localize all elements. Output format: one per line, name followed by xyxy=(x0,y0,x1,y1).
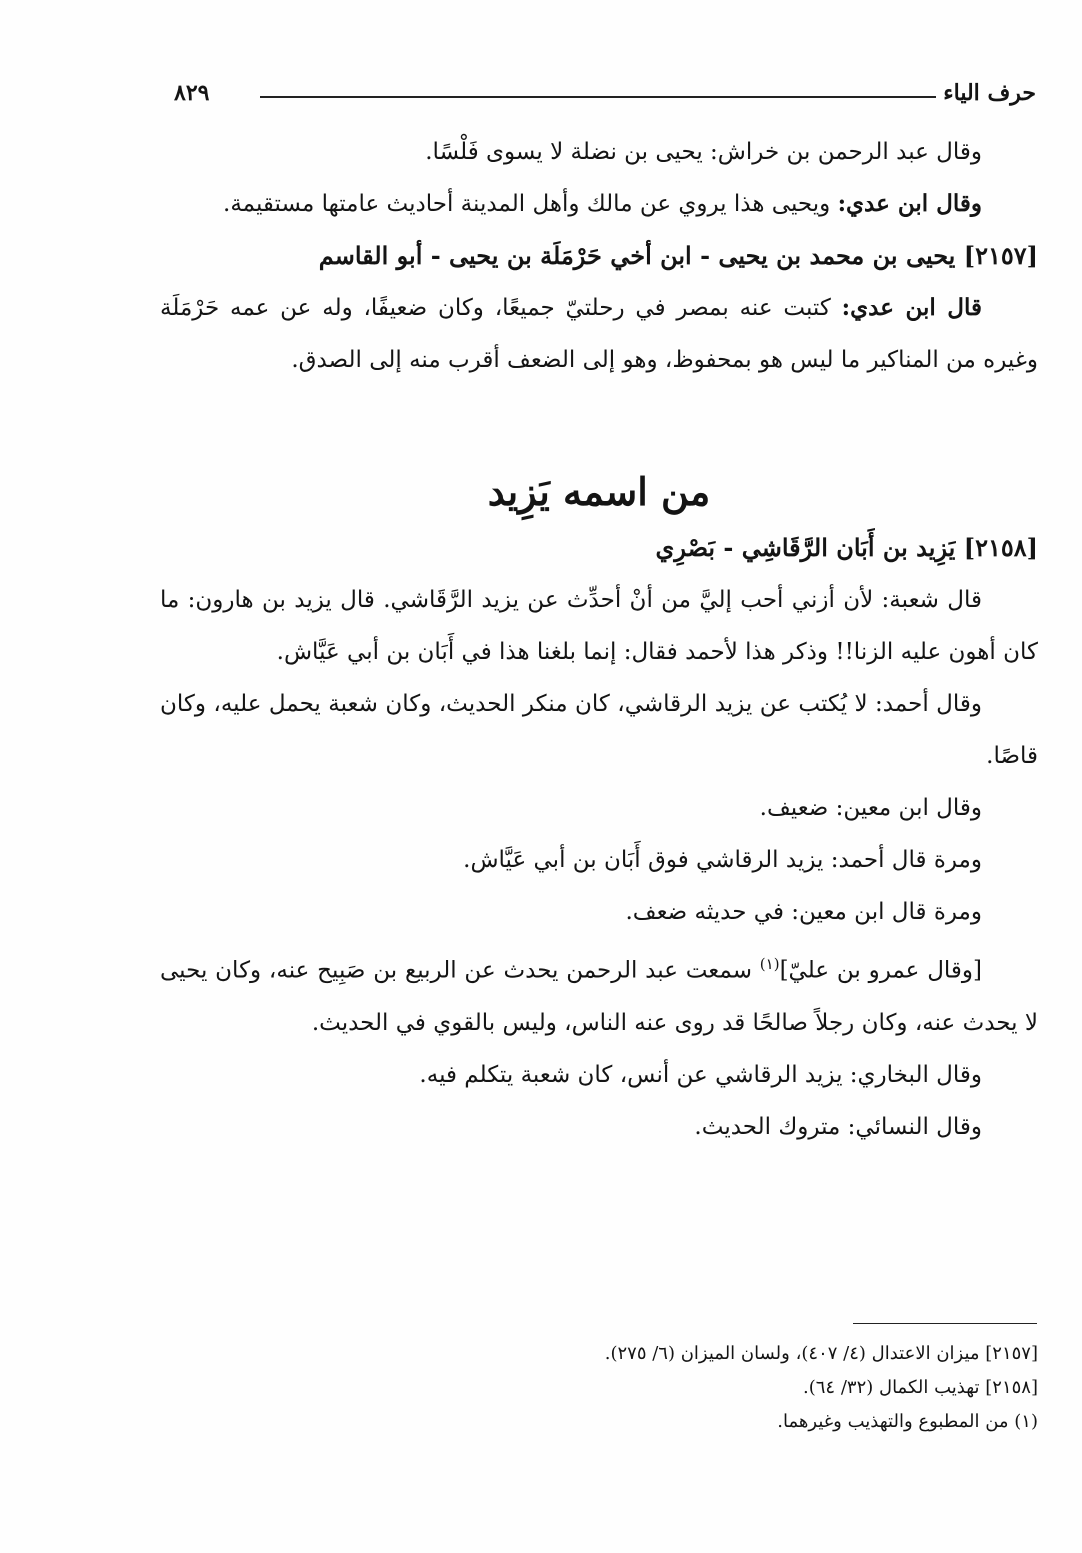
section-title: من اسمه يَزِيد xyxy=(487,469,711,514)
page-number: ٨٢٩ xyxy=(174,80,210,106)
chapter-title: حرف الياء xyxy=(943,80,1036,106)
paragraph-text: كتبت عنه بمصر في رحلتيّ جميعًا، وكان ضعيفًا، وله عن عمه حَرْمَلَة وغيره من المناكير ما ليس هو بمحفوظ، وهو إلى الضعف أقرب منه إلى الصدق. xyxy=(160,295,1038,373)
paragraph: وقال النسائي: متروك الحديث. xyxy=(694,1113,982,1140)
paragraph: وقال عبد الرحمن بن خراش: يحيى بن نضلة لا يسوى فَلْسًا. xyxy=(425,139,982,165)
paragraph-text: ويحيى هذا يروي عن مالك وأهل المدينة أحاديث عامتها مستقيمة. xyxy=(223,191,838,217)
footnote: (١) من المطبوع والتهذيب وغيرهما. xyxy=(777,1411,1038,1432)
paragraph xyxy=(160,938,1038,1049)
paragraph: ومرة قال أحمد: يزيد الرقاشي فوق أَبَان بن أبي عَيَّاش. xyxy=(463,847,982,873)
footnote: [٢١٥٧] ميزان الاعتدال (٤/ ٤٠٧)، ولسان الميزان (٦/ ٢٧٥). xyxy=(604,1343,1038,1364)
paragraph xyxy=(160,178,1038,230)
speaker-lead: وقال ابن عدي: xyxy=(837,190,982,217)
entry-heading-2158: [٢١٥٨] يَزِيد بن أَبَان الرَّقَاشِي - بَصْرِي xyxy=(655,533,1038,562)
speaker-lead: [وقال عمرو بن عليّ] xyxy=(779,957,983,984)
header-rule xyxy=(260,96,936,98)
main-text xyxy=(160,126,1038,1153)
running-header xyxy=(160,80,1036,114)
paragraph: وقال ابن معين: ضعيف. xyxy=(759,795,982,821)
footnote-ref: (١) xyxy=(759,955,780,973)
paragraph: ومرة قال ابن معين: في حديثه ضعف. xyxy=(625,899,982,925)
paragraph xyxy=(160,282,1038,386)
paragraph-text: سمعت عبد الرحمن يحدث عن الربيع بن صَبِيح عنه، وكان يحيى لا يحدث عنه، وكان رجلاً صالحًا قد روى عنه الناس، وليس بالقوي في الحديث. xyxy=(160,957,1038,1036)
footnote: [٢١٥٨] تهذيب الكمال (٣٢/ ٦٤). xyxy=(803,1377,1038,1398)
paragraph: وقال أحمد: لا يُكتب عن يزيد الرقاشي، كان منكر الحديث، وكان شعبة يحمل عليه، وكان قاصًا. xyxy=(160,691,1038,769)
footnotes xyxy=(160,1337,1038,1439)
speaker-lead: قال ابن عدي: xyxy=(841,294,982,321)
entry-heading-2157: [٢١٥٧] يحيى بن محمد بن يحيى - ابن أخي حَرْمَلَة بن يحيى - أبو القاسم xyxy=(318,241,1038,270)
footnote-rule xyxy=(853,1323,1037,1324)
paragraph: وقال البخاري: يزيد الرقاشي عن أنس، كان شعبة يتكلم فيه. xyxy=(419,1061,982,1088)
paragraph: قال شعبة: لأن أزني أحب إليَّ من أنْ أحدِّث عن يزيد الرَّقَاشي. قال يزيد بن هارون: ما كان أهون عليه الزنا!! وذكر هذا لأحمد فقال: إنما بلغنا هذا في أَبَان بن أبي عَيَّاش. xyxy=(160,587,1038,665)
